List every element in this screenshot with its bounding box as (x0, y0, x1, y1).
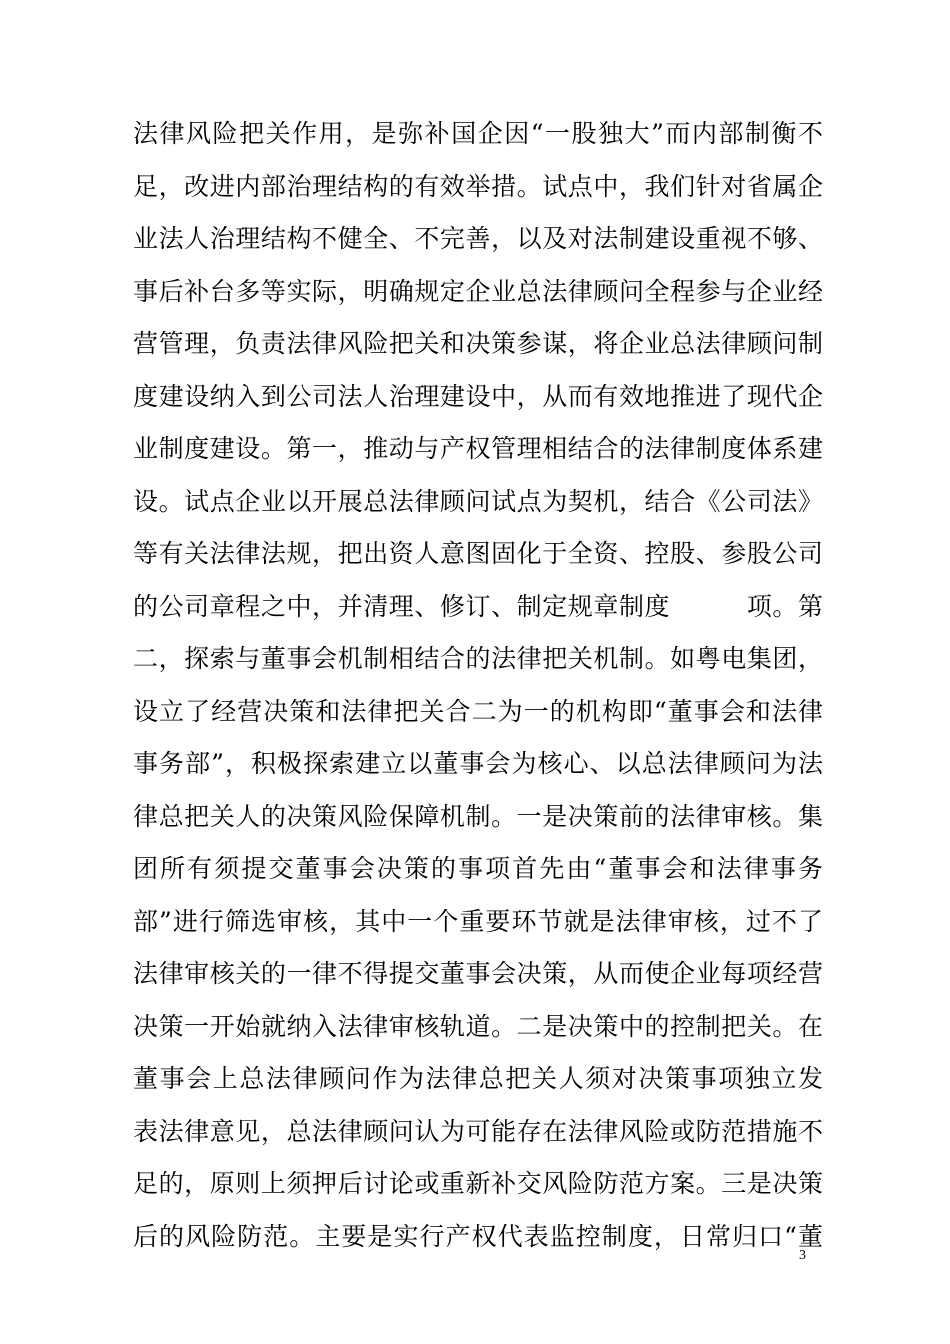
body-text (133, 108, 823, 1263)
text-line: 设立了经营决策和法律把关合二为一的机构即“董事会和法律 (133, 696, 823, 726)
text-line: 营管理，负责法律风险把关和决策参谋，将企业总法律顾问制 (133, 329, 823, 358)
text-line: 律总把关人的决策风险保障机制。一是决策前的法律审核。集 (133, 801, 823, 831)
text-line: 董事会上总法律顾问作为法律总把关人须对决策事项独立发 (133, 1064, 823, 1093)
text-line: 足的，原则上须押后讨论或重新补交风险防范方案。三是决策 (133, 1169, 823, 1198)
text-line: 二，探索与董事会机制相结合的法律把关机制。如粤电集团， (133, 644, 823, 673)
text-line: 业制度建设。第一，推动与产权管理相结合的法律制度体系建 (133, 434, 823, 463)
text-line: 足，改进内部治理结构的有效举措。试点中，我们针对省属企 (133, 171, 823, 201)
text-line: 法律风险把关作用，是弥补国企因“一股独大”而内部制衡不 (133, 119, 823, 148)
text-line: 团所有须提交董事会决策的事项首先由“董事会和法律事务 (133, 854, 823, 883)
text-line: 度建设纳入到公司法人治理建设中，从而有效地推进了现代企 (133, 381, 823, 411)
text-line: 事务部”，积极探索建立以董事会为核心、以总法律顾问为法 (133, 749, 823, 778)
page-number: 3 (799, 1248, 806, 1263)
text-line: 设。试点企业以开展总法律顾问试点为契机，结合《公司法》 (133, 486, 823, 516)
text-line: 法律审核关的一律不得提交董事会决策，从而使企业每项经营 (133, 959, 823, 988)
text-line: 的公司章程之中，并清理、修订、制定规章制度 项。第 (133, 591, 823, 621)
text-line: 部”进行筛选审核，其中一个重要环节就是法律审核，过不了 (133, 906, 823, 936)
text-line: 业法人治理结构不健全、不完善，以及对法制建设重视不够、 (133, 224, 823, 253)
text-line: 决策一开始就纳入法律审核轨道。二是决策中的控制把关。在 (133, 1011, 823, 1041)
text-line: 表法律意见，总法律顾问认为可能存在法律风险或防范措施不 (133, 1116, 823, 1146)
text-line: 后的风险防范。主要是实行产权代表监控制度，日常归口“董 (133, 1221, 823, 1251)
text-line: 事后补台多等实际，明确规定企业总法律顾问全程参与企业经 (133, 276, 823, 306)
text-line: 等有关法律法规，把出资人意图固化于全资、控股、参股公司 (133, 539, 823, 568)
